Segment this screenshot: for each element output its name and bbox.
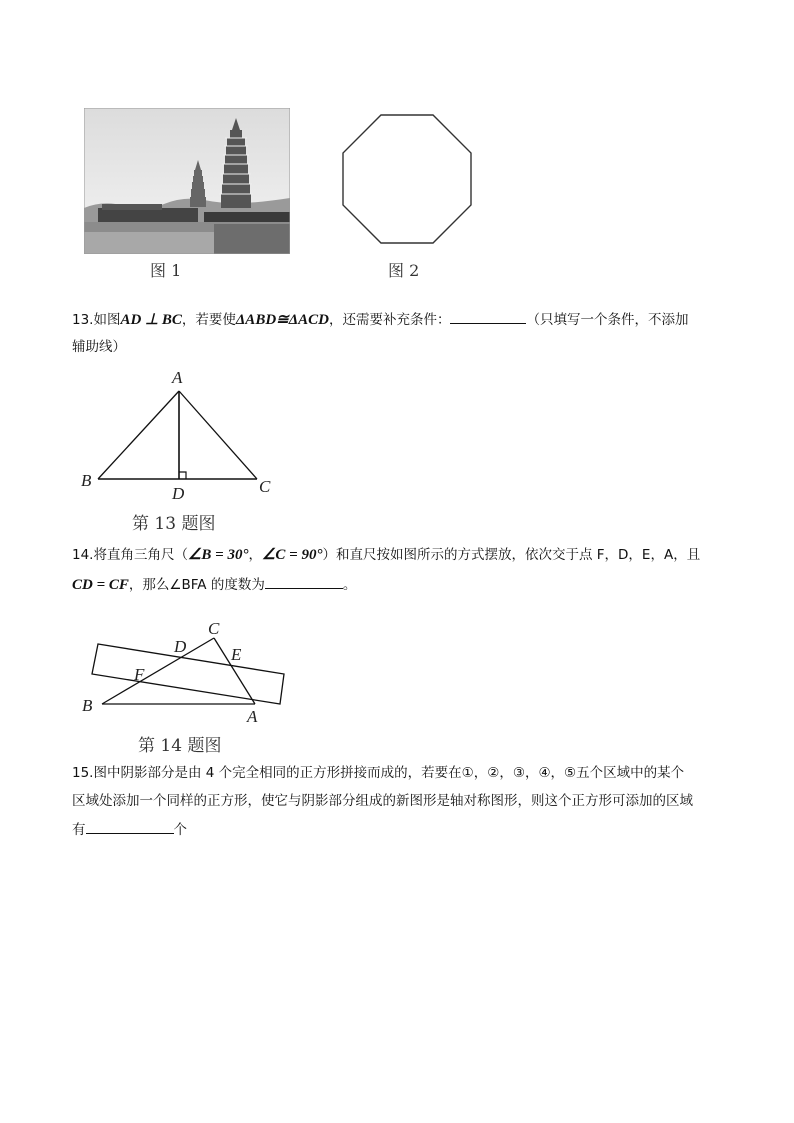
q13-triangle-svg bbox=[78, 364, 278, 504]
q13-label-c: C bbox=[259, 477, 271, 496]
q14-line2-mid: ，那么∠BFA 的度数为 bbox=[128, 577, 265, 593]
q14-figure-svg bbox=[78, 616, 298, 726]
pagoda-photo-image bbox=[84, 108, 290, 254]
q13-caption: 第 13 题图 bbox=[132, 514, 216, 534]
q14-angle-b: ∠B = 30° bbox=[187, 547, 249, 563]
question-14-line2 bbox=[72, 574, 356, 595]
q13-answer-blank[interactable] bbox=[450, 309, 526, 324]
figure-1-photo bbox=[84, 108, 290, 254]
question-14-line1 bbox=[72, 545, 700, 565]
q13-after-blank: （只填写一个条件，不添加 bbox=[526, 312, 689, 328]
question-13-line1 bbox=[72, 309, 688, 330]
q13-suffix: ，还需要补充条件： bbox=[328, 312, 451, 328]
q13-label-d: D bbox=[172, 484, 185, 503]
question-15-line2: 区域处添加一个同样的正方形，使它与阴影部分组成的新图形是轴对称图形，则这个正方形可添加的区域 bbox=[72, 793, 693, 809]
q13-right-angle-mark bbox=[179, 472, 186, 479]
q13-label-b: B bbox=[81, 471, 92, 490]
q13-mid-text: ，若要使 bbox=[181, 312, 236, 328]
question-15-line1: 15.图中阴影部分是由 4 个完全相同的正方形拼接而成的，若要在①，②，③，④，⑤五个区域中的某个 bbox=[72, 765, 685, 781]
figure-2-caption: 图 2 bbox=[388, 261, 420, 280]
q13-side-ab bbox=[98, 391, 179, 479]
q14-line2-end: 。 bbox=[342, 577, 357, 593]
question-13-line2: 辅助线） bbox=[72, 339, 126, 355]
q15-answer-blank[interactable] bbox=[86, 819, 174, 834]
q13-congruence: ΔABD≅ΔACD bbox=[235, 312, 329, 328]
q14-condition: CD = CF bbox=[72, 577, 129, 593]
q14-angle-c: ∠C = 90° bbox=[261, 547, 323, 563]
q14-suffix: ）和直尺按如图所示的方式摆放，依次交于点 F，D，E，A，且 bbox=[322, 547, 701, 563]
q14-sep: ， bbox=[248, 547, 262, 563]
q14-caption: 第 14 题图 bbox=[138, 736, 222, 756]
figure-1-caption: 图 1 bbox=[150, 261, 182, 280]
q14-answer-blank[interactable] bbox=[265, 574, 343, 589]
q14-label-c: C bbox=[208, 619, 220, 638]
q14-ruler-triangle-figure bbox=[78, 616, 298, 726]
q13-label-a: A bbox=[172, 368, 183, 387]
q14-label-a: A bbox=[247, 707, 258, 726]
q13-perpendicular-condition: AD ⊥ BC bbox=[120, 312, 182, 328]
figure-2-octagon bbox=[340, 112, 474, 246]
question-15-line3 bbox=[72, 819, 187, 840]
q14-label-b: B bbox=[82, 696, 93, 715]
q13-prefix: 13.如图 bbox=[72, 312, 121, 328]
q13-side-ac bbox=[179, 391, 257, 479]
q14-label-d: D bbox=[174, 637, 187, 656]
q15-line3-suffix: 个 bbox=[173, 822, 187, 838]
q15-line3-prefix: 有 bbox=[72, 822, 86, 838]
q14-label-f: F bbox=[134, 665, 145, 684]
octagon-shape bbox=[340, 112, 474, 246]
q13-triangle-figure bbox=[78, 364, 278, 504]
q14-prefix: 14.将直角三角尺（ bbox=[72, 547, 188, 563]
q14-label-e: E bbox=[231, 645, 242, 664]
